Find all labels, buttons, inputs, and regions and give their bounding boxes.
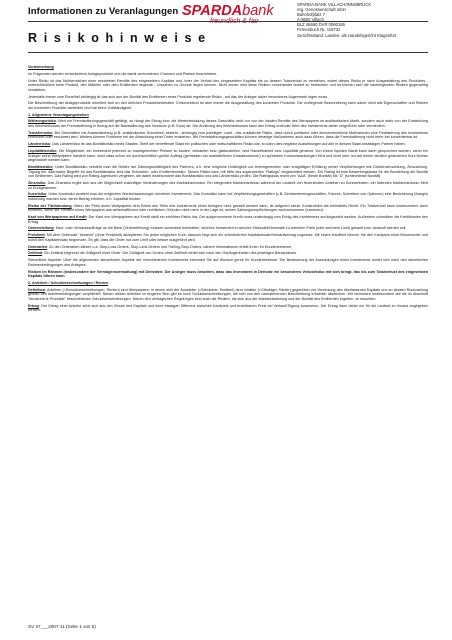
risk-term: Kursrisiko: [28, 192, 47, 197]
address-line: reg. Genossenschaft mbH: [297, 7, 346, 13]
bond-item: Definition: Anleihen (=Schuldverschreibungen, Renten) sind Wertpapiere, in denen sich der Aussteller (=Schuldner, Emittent) dem Inhaber (=Gläubiger, Käufer) gegenüber zur Verzinsung des überlassenen Kapitals und zu dessen Rückzahlung gemäß den Anleihebedingungen verpflichtet. Neben diesen Anleihen im engeren Sinn gibt es noch Schuldverschreibungen, die sich von den nachstehenden Beschreibung erheblich abweichen. Wir verweisen insbesondere auf die im Abschnitt "strukturierte Produkte" beschriebenen Schuldverschreibungen. Neben den vertraglichen Regelungen sind auch die Risiken, die sich aus der Marktentwicklung und der Bonität des Emittenten ergeben, zu beachten.: [28, 287, 428, 301]
risk-text: Mit dem Ordersatz "bestens" (ohne Preislimit) akzeptieren Sie jeden möglichen Kurs; dadurch birgt sich ein erforderliches Kapitaleinsatz/Verkaufsertrag ungewiss. Mit einem Kauflimit können Sie den Kaufpreis einer Börsenorder und somit den Kapitaleinsatz begrenzen. Es gilt, dass die Order nur zum Limit oder besser ausgeführt wird.: [28, 233, 428, 242]
risk-term: Bonitätsrisiko: [28, 164, 53, 169]
risk-item: Zinsrisiko: Das Zinsrisiko ergibt sich aus der Möglichkeit zukünftiger Veränderungen des Marktzinsniveaus. Ein steigendes Marktzinsniveau während der Laufzeit von fixverzinsten Anleihen zu Kursverlusten, ein fallendes Marktzinsniveau führt zu Kursgewinnen.: [28, 180, 428, 190]
header-divider: [28, 21, 428, 22]
address-line: Gerichtsstand: Landes- als Handelsgericht Klagenfurt: [297, 32, 397, 38]
page-footer: SV 37___2007-11 (Seite 1 von 5): [28, 624, 96, 629]
risk-text: Bei Geschäften mit Auslandsbezug (z.B. ausländischer Schuldner) besteht - abhängig vom jeweiligen Land - das zusätzliche Risiko, dass durch politische oder devisenrechtliche Maßnahmen eine Realisierung des Investments verhindert oder erschwert wird. Weiters können Probleme bei der Abwicklung einer Order entstehen. Bei Fremdwährungsgeschäften können derartige Maßnahmen auch dazu führen, dass die Fremdwährung nicht mehr frei konvertierbar ist.: [28, 130, 428, 140]
derivatives-warning: Risiken im Rahmen (insbesondere der Vermögensverwaltung) mit Derivaten: Der Anleger muss beachten, dass das Investment in Derivate ein besonderes Verlustrisiko mit sich bringt, das bis zum Totalverlust des eingesetzten Kapitals führen kann.: [28, 269, 428, 279]
page-title: R i s i k o h i n w e i s e: [28, 31, 207, 45]
risk-term: Länderrisiko: [28, 142, 51, 147]
risk-term: Risiko der Titelsbindung: [28, 203, 72, 208]
risk-text: Zu den Orderarten zählen u.a. Stop-Loss-Orders, Stop-Limit-Orders und Trailing-Stop-Orders; nähere Informationen erteilt Ihnen Ihr Kundenbetreuer.: [49, 244, 293, 249]
bond-term: Definition: [28, 287, 46, 292]
address-line: BLZ 46660 DVR 0060165: [297, 22, 345, 28]
risk-term: Liquiditätsrisiko: [28, 149, 57, 153]
bank-address-block: [297, 2, 449, 38]
title-divider: [28, 52, 428, 53]
risk-text: Unter Bonitätsrisiko versteht man die Gefahr der Zahlungsunfähigkeit des Partners, d.h. eine mögliche Unfähigkeit zur termingerechten oder endgültigen Erfüllung seiner Verpflichtungen wie Dividendenzahlung, Zinszahlung, Tilgung etc. Alternative Begriffe für das Bonitätsrisiko sind das Schuldner- oder Emittentenrisiko. Dieses Risiko kann mit Hilfe des sogenannten "Ratings" eingeschätzt werden. Ein Rating ist eine Bewertungsskala für die Beurteilung der Bonität von Emittenten. Das Rating wird von Rating-Agenturen vergeben, die dabei insbesondere das Bonitätsrisiko und das Länderrisiko prüfen. Die Ratingskala reicht von "AAA" (beste Bonität) bis "D" (schlechteste Bonität).: [28, 164, 428, 179]
product-description-paragraph: Die Beschreibung der Anlageprodukte orientiert sich an den üblichen Produktmerkmalen. Entscheidend ist aber immer die Ausgestaltung des konkreten Produkts. Die vorliegende Beschreibung kann daher nicht alle Eigenschaften und Risiken der konkreten Produkte darstellen und hat keine Vollständigkeit.: [28, 101, 428, 110]
risk-item: Ordererteilung: Kauf- oder Verkaufsaufträge an die Bank (Ordererteilung) müssen zumindest beinhalten, welches Investment in welcher Stückzahl/Nominale zu welchem Preis (oder welchem Limit) gekauft bzw. verkauft werden soll.: [28, 226, 407, 231]
vorbemerkung-heading: Vorbemerkung: [28, 65, 54, 69]
logo-tagline: freundlich & fair: [210, 18, 259, 25]
risk-item: Länderrisiko: Das Länderrisiko ist das Bonitätsrisiko eines Staates. Stellt der betreffende Staat ein politisches oder wirtschaftliches Risiko dar, so kann dies negative Auswirkungen auf alle in diesem Staat ansässigen Partner haben.: [28, 142, 406, 147]
vorbemerkung-text: Im Folgenden werden verschiedene Anlageprodukte und die damit verbundenen Chancen und Risiken beschrieben.: [28, 71, 218, 76]
logo-bank-text: bank: [242, 3, 274, 19]
header-title: Informationen zu Veranlagungen: [28, 6, 179, 17]
tax-paragraph: Steuerliche Aspekte: Über die allgemeinen steuerlichen Aspekte der verschiedenen Investments informiert Sie auf Wunsch gerne Ihr Kundenbetreuer. Die Besteuerung der Auszahlungen eines Investments richtet sich nach den steuerlichen Rahmenbedingungen des Anlegers.: [28, 258, 428, 267]
sparda-bank-logo: [182, 4, 282, 30]
logo-wordmark: [182, 4, 282, 18]
address-line: Bahnhofplatz 7: [297, 12, 325, 18]
risk-text: Kauf- oder Verkaufsaufträge an die Bank (Ordererteilung) müssen zumindest beinhalten, welches Investment in welcher Stückzahl/Nominale zu welchem Preis (oder welchem Limit) gekauft bzw. verkauft werden soll.: [55, 226, 407, 231]
risk-item: Zeitlimit: Ein Zeitlimit begrenzt die Gültigkeit einer Order. Die Gültigkeit von Orders ohne Zeitlimit richtet sich nach den Gepflogenheiten des jeweiligen Börseplatzes.: [28, 251, 298, 256]
bond-item: Ertrag: Der Ertrag einer Anleihe setzt sich aus den Zinsen des Kapitals und einer etwaigen Differenz zwischen Kaufpreis und erzielbarem Preis bei Verkauf/Tilgung zusammen. Der Ertrag kann daher nur für die Laufzeit im Voraus angegeben werden.: [28, 303, 428, 313]
risk-item: Bonitätsrisiko: Unter Bonitätsrisiko versteht man die Gefahr der Zahlungsunfähigkeit des Partners, d.h. eine mögliche Unfähigkeit zur termingerechten oder endgültigen Erfüllung seiner Verpflichtungen wie Dividendenzahlung, Zinszahlung, Tilgung etc. Alternative Begriffe für das Bonitätsrisiko sind das Schuldner- oder Emittentenrisiko. Dieses Risiko kann mit Hilfe des sogenannten "Ratings" eingeschätzt werden. Ein Rating ist eine Bewertungsskala für die Beurteilung der Bonität von Emittenten. Das Rating wird von Rating-Agenturen vergeben, die dabei insbesondere das Bonitätsrisiko und das Länderrisiko prüfen. Die Ratingskala reicht von "AAA" (beste Bonität) bis "D" (schlechteste Bonität).: [28, 164, 428, 179]
risk-item: Liquiditätsrisiko: Die Möglichkeit, ein Investment jederzeit zu marktgerechten Preisen zu kaufen, verkaufen bzw. glattzustellen, wird Handelbarkeit bzw. Liquidität genannt. Von einem liquiden Markt kann dann gesprochen werden, wenn ein Anleger seine Wertpapiere handeln kann, ohne dass schon ein durchschnittlich großer Auftrag (gemessen am marktüblichen Umsatzvolumen) zu spürbaren Kursschwankungen führt und nicht oder nur auf einem deutlich geänderten Kurs Niveau abgewickelt werden kann.: [28, 149, 428, 163]
address-line: A-9500 Villach: [297, 17, 324, 23]
bond-text: Der Ertrag einer Anleihe setzt sich aus den Zinsen des Kapitals und einer etwaigen Differenz zwischen Kaufpreis und erzielbarem Preis bei Verkauf/Tilgung zusammen. Der Ertrag kann daher nur für die Laufzeit im Voraus angegeben werden.: [28, 303, 428, 313]
risk-text: Der Kauf von Wertpapieren auf Kredit stellt ein erhöhtes Risiko dar. Der aufgenommene Kredit muss unabhängig vom Erfolg des Investments zurückgezahlt werden. Außerdem schmälern die Kreditkosten den Ertrag.: [28, 215, 428, 224]
risk-term: Ordererteilung: [28, 226, 54, 231]
risk-text: Unter Kursrisiko versteht man die möglichen Wertschwankungen einzelner Investments. Das Kursrisiko kann bei Verpflichtungsgeschäften (z.B. Devisentermingeschäften, Futures, Schreiben von Optionen) eine Besicherung (Margin) notwendig machen bzw. deren Betrag erhöhen, d.h. Liquidität binden.: [28, 192, 428, 201]
risk-text: Wenn der Preis eines Wertpapiers dem Börse des Titels des Investments eines Anlegers nicht gezahlt werden kann, ist aufgrund seiner Konstruktion als befristetes Recht. Ein Totalverlust kann insbesondere dann eintreten, wenn der Emittent eines Wertpapiers aus wirtschaftlichen oder rechtlichen Gründen nicht mehr in der Lage ist, seinen Zahlungsverpflichtungen nachzukommen (Insolvenz).: [28, 203, 428, 213]
risk-item: Währungsrisiko: Wird ein Fremdwährungsgeschäft getätigt, so hängt der Ertrag bzw. die Wertentwicklung dieses Geschäfts nicht nur von der lokalen Rendite des Wertpapiers im ausländischen Markt, sondern auch stark von der Entwicklung des Wechselkurses der Fremdwährung in Bezug auf die Basiswährung des Investors (z.B. Euro) ab. Die Änderung des Wechselkurses kann den Ertrag und/oder Wert des Investments daher vergrößern oder vermindern.: [28, 119, 428, 129]
risk-item: Kauf von Wertpapieren auf Kredit: Der Kauf von Wertpapieren auf Kredit stellt ein erhöhtes Risiko dar. Der aufgenommene Kredit muss unabhängig vom Erfolg des Investments zurückgezahlt werden. Außerdem schmälern die Kreditkosten den Ertrag.: [28, 215, 428, 224]
bond-term: Ertrag: [28, 303, 39, 308]
risk-term: Zeitlimit: [28, 251, 43, 256]
document-body: [28, 65, 428, 315]
risk-term: Währungsrisiko: [28, 119, 56, 124]
bond-text: Anleihen (=Schuldverschreibungen, Renten) sind Wertpapiere, in denen sich der Aussteller (=Schuldner, Emittent) dem Inhaber (=Gläubiger, Käufer) gegenüber zur Verzinsung des überlassenen Kapitals und zu dessen Rückzahlung gemäß den Anleihebedingungen verpflichtet. Neben diesen Anleihen im engeren Sinn gibt es noch Schuldverschreibungen, die sich von den nachstehenden Beschreibung erheblich abweichen. Wir verweisen insbesondere auf die im Abschnitt "strukturierte Produkte" beschriebenen Schuldverschreibungen. Neben den vertraglichen Regelungen sind auch die Risiken, die sich aus der Marktentwicklung und der Bonität des Emittenten ergeben, zu beachten.: [28, 287, 428, 301]
risk-item: Preislimit: Mit dem Ordersatz "bestens" (ohne Preislimit) akzeptieren Sie jeden möglichen Kurs; dadurch birgt sich ein erforderliches Kapitaleinsatz/Verkaufsertrag ungewiss. Mit einem Kauflimit können Sie den Kaufpreis einer Börsenorder und somit den Kapitaleinsatz begrenzen. Es gilt, dass die Order nur zum Limit oder besser ausgeführt wird.: [28, 233, 428, 242]
address-line: SPARDA-BANK VILLACH/INNSBRUCK: [297, 2, 372, 7]
risk-item: Transferrisiko: Bei Geschäften mit Auslandsbezug (z.B. ausländischer Schuldner) besteht - abhängig vom jeweiligen Land - das zusätzliche Risiko, dass durch politische oder devisenrechtliche Maßnahmen eine Realisierung des Investments verhindert oder erschwert wird. Weiters können Probleme bei der Abwicklung einer Order entstehen. Bei Fremdwährungsgeschäften können derartige Maßnahmen auch dazu führen, dass die Fremdwährung nicht mehr frei konvertierbar ist.: [28, 130, 428, 140]
section-heading: 2. Anleihen / Schuldverschreibungen / Renten: [28, 280, 109, 285]
risk-term: Preislimit: [28, 233, 45, 238]
risk-text: Die Möglichkeit, ein Investment jederzeit zu marktgerechten Preisen zu kaufen, verkaufen bzw. glattzustellen, wird Handelbarkeit bzw. Liquidität genannt. Von einem liquiden Markt kann dann gesprochen werden, wenn ein Anleger seine Wertpapiere handeln kann, ohne dass schon ein durchschnittlich großer Auftrag (gemessen am marktüblichen Umsatzvolumen) zu spürbaren Kursschwankungen führt und nicht oder nur auf einem deutlich geänderten Kurs Niveau abgewickelt werden kann.: [28, 149, 428, 163]
risk-item: Risiko der Titelsbindung: Wenn der Preis eines Wertpapiers dem Börse des Titels des Investments eines Anlegers nicht gezahlt werden kann, ist aufgrund seiner Konstruktion als befristetes Recht. Ein Totalverlust kann insbesondere dann eintreten, wenn der Emittent eines Wertpapiers aus wirtschaftlichen oder rechtlichen Gründen nicht mehr in der Lage ist, seinen Zahlungsverpflichtungen nachzukommen (Insolvenz).: [28, 203, 428, 213]
risk-text: Ein Zeitlimit begrenzt die Gültigkeit einer Order. Die Gültigkeit von Orders ohne Zeitlimit richtet sich nach den Gepflogenheiten des jeweiligen Börseplatzes.: [44, 251, 298, 256]
risk-term: Orderarten: [28, 244, 48, 249]
risk-term: Zinsrisiko: [28, 180, 46, 185]
risk-term: Transferrisiko: [28, 130, 53, 135]
intro-paragraph: Unter Risiko ist das Nichterreichen einer erwarteten Rendite des eingesetzten Kapitals und /oder der Verlust des eingesetzten Kapitals bis zu dessen Totalverlust zu verstehen, wobei dieses Risiko je nach Ausgestaltung des Produktes - unterschiedliche beim Produkt, den Märkten oder dem Emittenten liegende - Ursachen zu Grunde liegen können. Nicht immer sind diese Risiken voneinander isoliert zu betrachten und es können sich die nachfolgenden Risiken gegenseitig verstärken.: [28, 78, 428, 92]
address-line: Firmenbuch Nr. 11873z: [297, 27, 341, 33]
logo-main-text: SPARDA: [182, 3, 243, 19]
risk-term: Kauf von Wertpapieren auf Kredit: [28, 215, 87, 220]
risk-text: Wird ein Fremdwährungsgeschäft getätigt, so hängt der Ertrag bzw. die Wertentwicklung dieses Geschäfts nicht nur von der lokalen Rendite des Wertpapiers im ausländischen Markt, sondern auch stark von der Entwicklung des Wechselkurses der Fremdwährung in Bezug auf die Basiswährung des Investors (z.B. Euro) ab. Die Änderung des Wechselkurses kann den Ertrag und/oder Wert des Investments daher vergrößern oder vermindern.: [28, 119, 428, 129]
risk-item: Orderarten: Zu den Orderarten zählen u.a. Stop-Loss-Orders, Stop-Limit-Orders und Trailing-Stop-Orders; nähere Informationen erteilt Ihnen Ihr Kundenbetreuer.: [28, 244, 293, 249]
section-heading: 1. Allgemeine Veranlagungsrisiken: [28, 112, 89, 117]
issuer-risk-paragraph: Jedenfalls immer vom Einzelfall abhängig ist das sich aus der Bonität des Emittenten eines Produkts ergebende Risiko , auf das der Anleger daher besonderes Augenmerk legen muss.: [28, 94, 329, 99]
risk-text: Das Zinsrisiko ergibt sich aus der Möglichkeit zukünftiger Veränderungen des Marktzinsniveaus. Ein steigendes Marktzinsniveau während der Laufzeit von fixverzinsten Anleihen zu Kursverlusten, ein fallendes Marktzinsniveau führt zu Kursgewinnen.: [28, 180, 428, 190]
risk-text: Das Länderrisiko ist das Bonitätsrisiko eines Staates. Stellt der betreffende Staat ein politisches oder wirtschaftliches Risiko dar, so kann dies negative Auswirkungen auf alle in diesem Staat ansässigen Partner haben.: [52, 142, 406, 147]
risk-item: Kursrisiko: Unter Kursrisiko versteht man die möglichen Wertschwankungen einzelner Investments. Das Kursrisiko kann bei Verpflichtungsgeschäften (z.B. Devisentermingeschäften, Futures, Schreiben von Optionen) eine Besicherung (Margin) notwendig machen bzw. deren Betrag erhöhen, d.h. Liquidität binden.: [28, 192, 428, 201]
